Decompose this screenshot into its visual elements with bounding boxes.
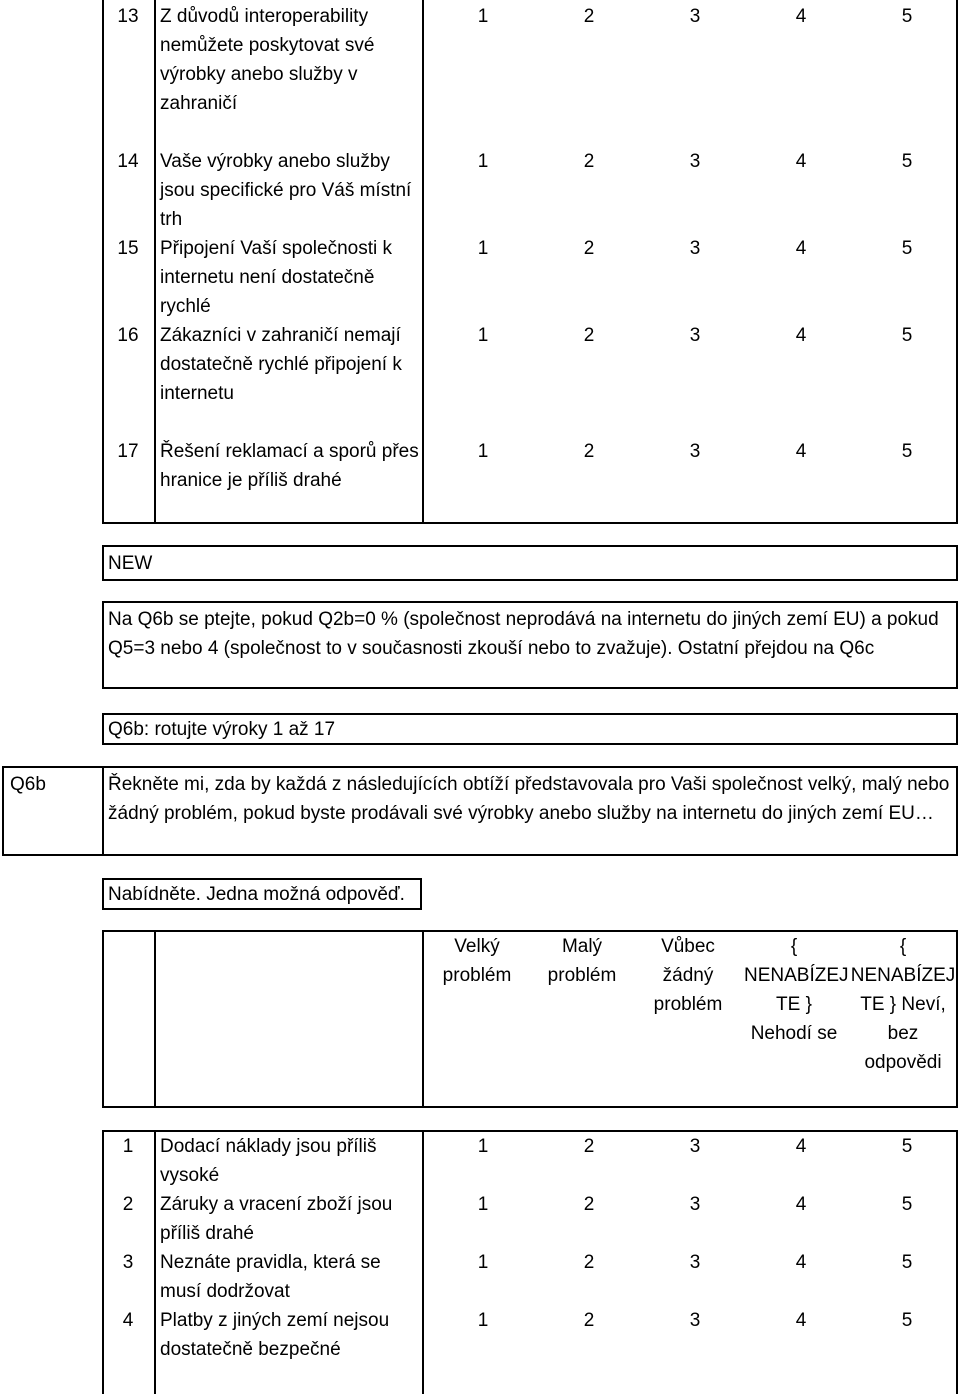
scale-option[interactable]: 2 xyxy=(583,6,595,27)
scale-option[interactable]: 4 xyxy=(795,325,807,346)
row-text: Dodací náklady jsou příliš vysoké xyxy=(160,1136,377,1186)
scale-option[interactable]: 4 xyxy=(795,1252,807,1273)
scale-option[interactable]: 3 xyxy=(689,1252,701,1273)
scale-option[interactable]: 1 xyxy=(477,1194,489,1215)
answer-scale xyxy=(430,1248,930,1277)
scale-option[interactable]: 4 xyxy=(795,238,807,259)
answer-scale xyxy=(430,147,930,176)
scale-option[interactable]: 5 xyxy=(901,441,913,462)
scale-option[interactable]: 2 xyxy=(583,1194,595,1215)
scale-option[interactable]: 5 xyxy=(901,1252,913,1273)
filter-note: Na Q6b se ptejte, pokud Q2b=0 % (společnost neprodává na internetu do jiných zemí EU) a pokud Q5=3 nebo 4 (společnost to v současnosti zkouší nebo to zvažuje). Ostatní přejdou na Q6c xyxy=(108,609,939,659)
scale-option[interactable]: 3 xyxy=(689,1194,701,1215)
top-table-divider xyxy=(154,0,156,524)
answer-scale xyxy=(430,234,930,263)
row-number: 4 xyxy=(122,1310,134,1331)
top-table-divider xyxy=(422,0,424,524)
answer-scale xyxy=(430,321,930,350)
scale-option[interactable]: 1 xyxy=(477,1136,489,1157)
scale-option[interactable]: 4 xyxy=(795,151,807,172)
answer-scale xyxy=(430,437,930,466)
scale-option[interactable]: 5 xyxy=(901,6,913,27)
scale-option[interactable]: 4 xyxy=(795,1136,807,1157)
scale-option[interactable]: 4 xyxy=(795,1194,807,1215)
row-text: Řešení reklamací a sporů přes hranice je příliš drahé xyxy=(160,441,419,491)
question-id: Q6b xyxy=(10,774,46,795)
scale-option[interactable]: 1 xyxy=(477,1310,489,1331)
row-text: Z důvodů interoperability nemůžete poskytovat své výrobky anebo služby v zahraničí xyxy=(160,6,375,114)
scale-option[interactable]: 5 xyxy=(901,1136,913,1157)
question-text: Řekněte mi, zda by každá z následujících obtíží představovala pro Vaši společnost velký, malý nebo žádný problém, pokud byste prodávali své výrobky anebo služby na internetu do jiných zemí EU… xyxy=(108,774,950,824)
instruction: Nabídněte. Jedna možná odpověď. xyxy=(108,884,405,905)
row-number: 17 xyxy=(117,441,139,462)
scale-option[interactable]: 2 xyxy=(583,1310,595,1331)
scale-option[interactable]: 3 xyxy=(689,151,701,172)
scale-option[interactable]: 4 xyxy=(795,6,807,27)
scale-option[interactable]: 2 xyxy=(583,151,595,172)
header-no-problem: Vůbec žádný problém xyxy=(653,936,723,1015)
scale-option[interactable]: 5 xyxy=(901,1194,913,1215)
rotate-note: Q6b: rotujte výroky 1 až 17 xyxy=(108,719,336,740)
header-divider xyxy=(422,930,424,1108)
row-text: Záruky a vracení zboží jsou příliš drahé xyxy=(160,1194,393,1244)
answer-scale xyxy=(430,1132,930,1161)
row-number: 13 xyxy=(117,6,139,27)
scale-option[interactable]: 5 xyxy=(901,238,913,259)
answer-scale xyxy=(430,2,930,31)
scale-option[interactable]: 4 xyxy=(795,441,807,462)
scale-option[interactable]: 2 xyxy=(583,441,595,462)
question-text-box xyxy=(102,766,958,856)
top-table-bottom-border xyxy=(102,522,958,524)
bottom-table-divider xyxy=(422,1130,424,1394)
new-label-box xyxy=(102,545,958,581)
answer-scale xyxy=(430,1306,930,1335)
instruction-box xyxy=(102,878,422,910)
bottom-table-divider xyxy=(154,1130,156,1394)
row-number: 16 xyxy=(117,325,139,346)
row-number: 2 xyxy=(122,1194,134,1215)
scale-option[interactable]: 4 xyxy=(795,1310,807,1331)
scale-option[interactable]: 2 xyxy=(583,325,595,346)
row-text: Připojení Vaší společnosti k internetu není dostatečně rychlé xyxy=(160,238,392,317)
row-text: Neznáte pravidla, která se musí dodržovat xyxy=(160,1252,381,1302)
scale-option[interactable]: 5 xyxy=(901,325,913,346)
scale-option[interactable]: 1 xyxy=(477,238,489,259)
scale-option[interactable]: 2 xyxy=(583,238,595,259)
scale-option[interactable]: 3 xyxy=(689,325,701,346)
row-text: Platby z jiných zemí nejsou dostatečně bezpečné xyxy=(160,1310,390,1360)
row-text: Zákazníci v zahraničí nemají dostatečně rychlé připojení k internetu xyxy=(160,325,402,404)
scale-option[interactable]: 3 xyxy=(689,238,701,259)
scale-option[interactable]: 3 xyxy=(689,1136,701,1157)
row-number: 3 xyxy=(122,1252,134,1273)
row-number: 15 xyxy=(117,238,139,259)
scale-option[interactable]: 1 xyxy=(477,151,489,172)
header-small-problem: Malý problém xyxy=(547,936,617,986)
scale-option[interactable]: 1 xyxy=(477,441,489,462)
scale-option[interactable]: 3 xyxy=(689,441,701,462)
scale-option[interactable]: 5 xyxy=(901,1310,913,1331)
scale-option[interactable]: 1 xyxy=(477,1252,489,1273)
row-number: 1 xyxy=(122,1136,134,1157)
scale-option[interactable]: 3 xyxy=(689,1310,701,1331)
new-label: NEW xyxy=(108,553,153,574)
header-big-problem: Velký problém xyxy=(442,936,512,986)
row-number: 14 xyxy=(117,151,139,172)
scale-option[interactable]: 3 xyxy=(689,6,701,27)
header-not-applicable: { NENABÍZEJ TE } Nehodí se xyxy=(744,936,849,1044)
filter-note-box xyxy=(102,601,958,689)
header-dont-know: { NENABÍZEJ TE } Neví, bez odpovědi xyxy=(850,936,956,1073)
answer-scale xyxy=(430,1190,930,1219)
scale-option[interactable]: 5 xyxy=(901,151,913,172)
header-divider xyxy=(154,930,156,1108)
question-id-box xyxy=(2,766,104,856)
scale-option[interactable]: 1 xyxy=(477,325,489,346)
scale-option[interactable]: 2 xyxy=(583,1136,595,1157)
scale-option[interactable]: 1 xyxy=(477,6,489,27)
row-text: Vaše výrobky anebo služby jsou specifické pro Váš místní trh xyxy=(160,151,412,230)
scale-option[interactable]: 2 xyxy=(583,1252,595,1273)
rotate-note-box xyxy=(102,713,958,745)
